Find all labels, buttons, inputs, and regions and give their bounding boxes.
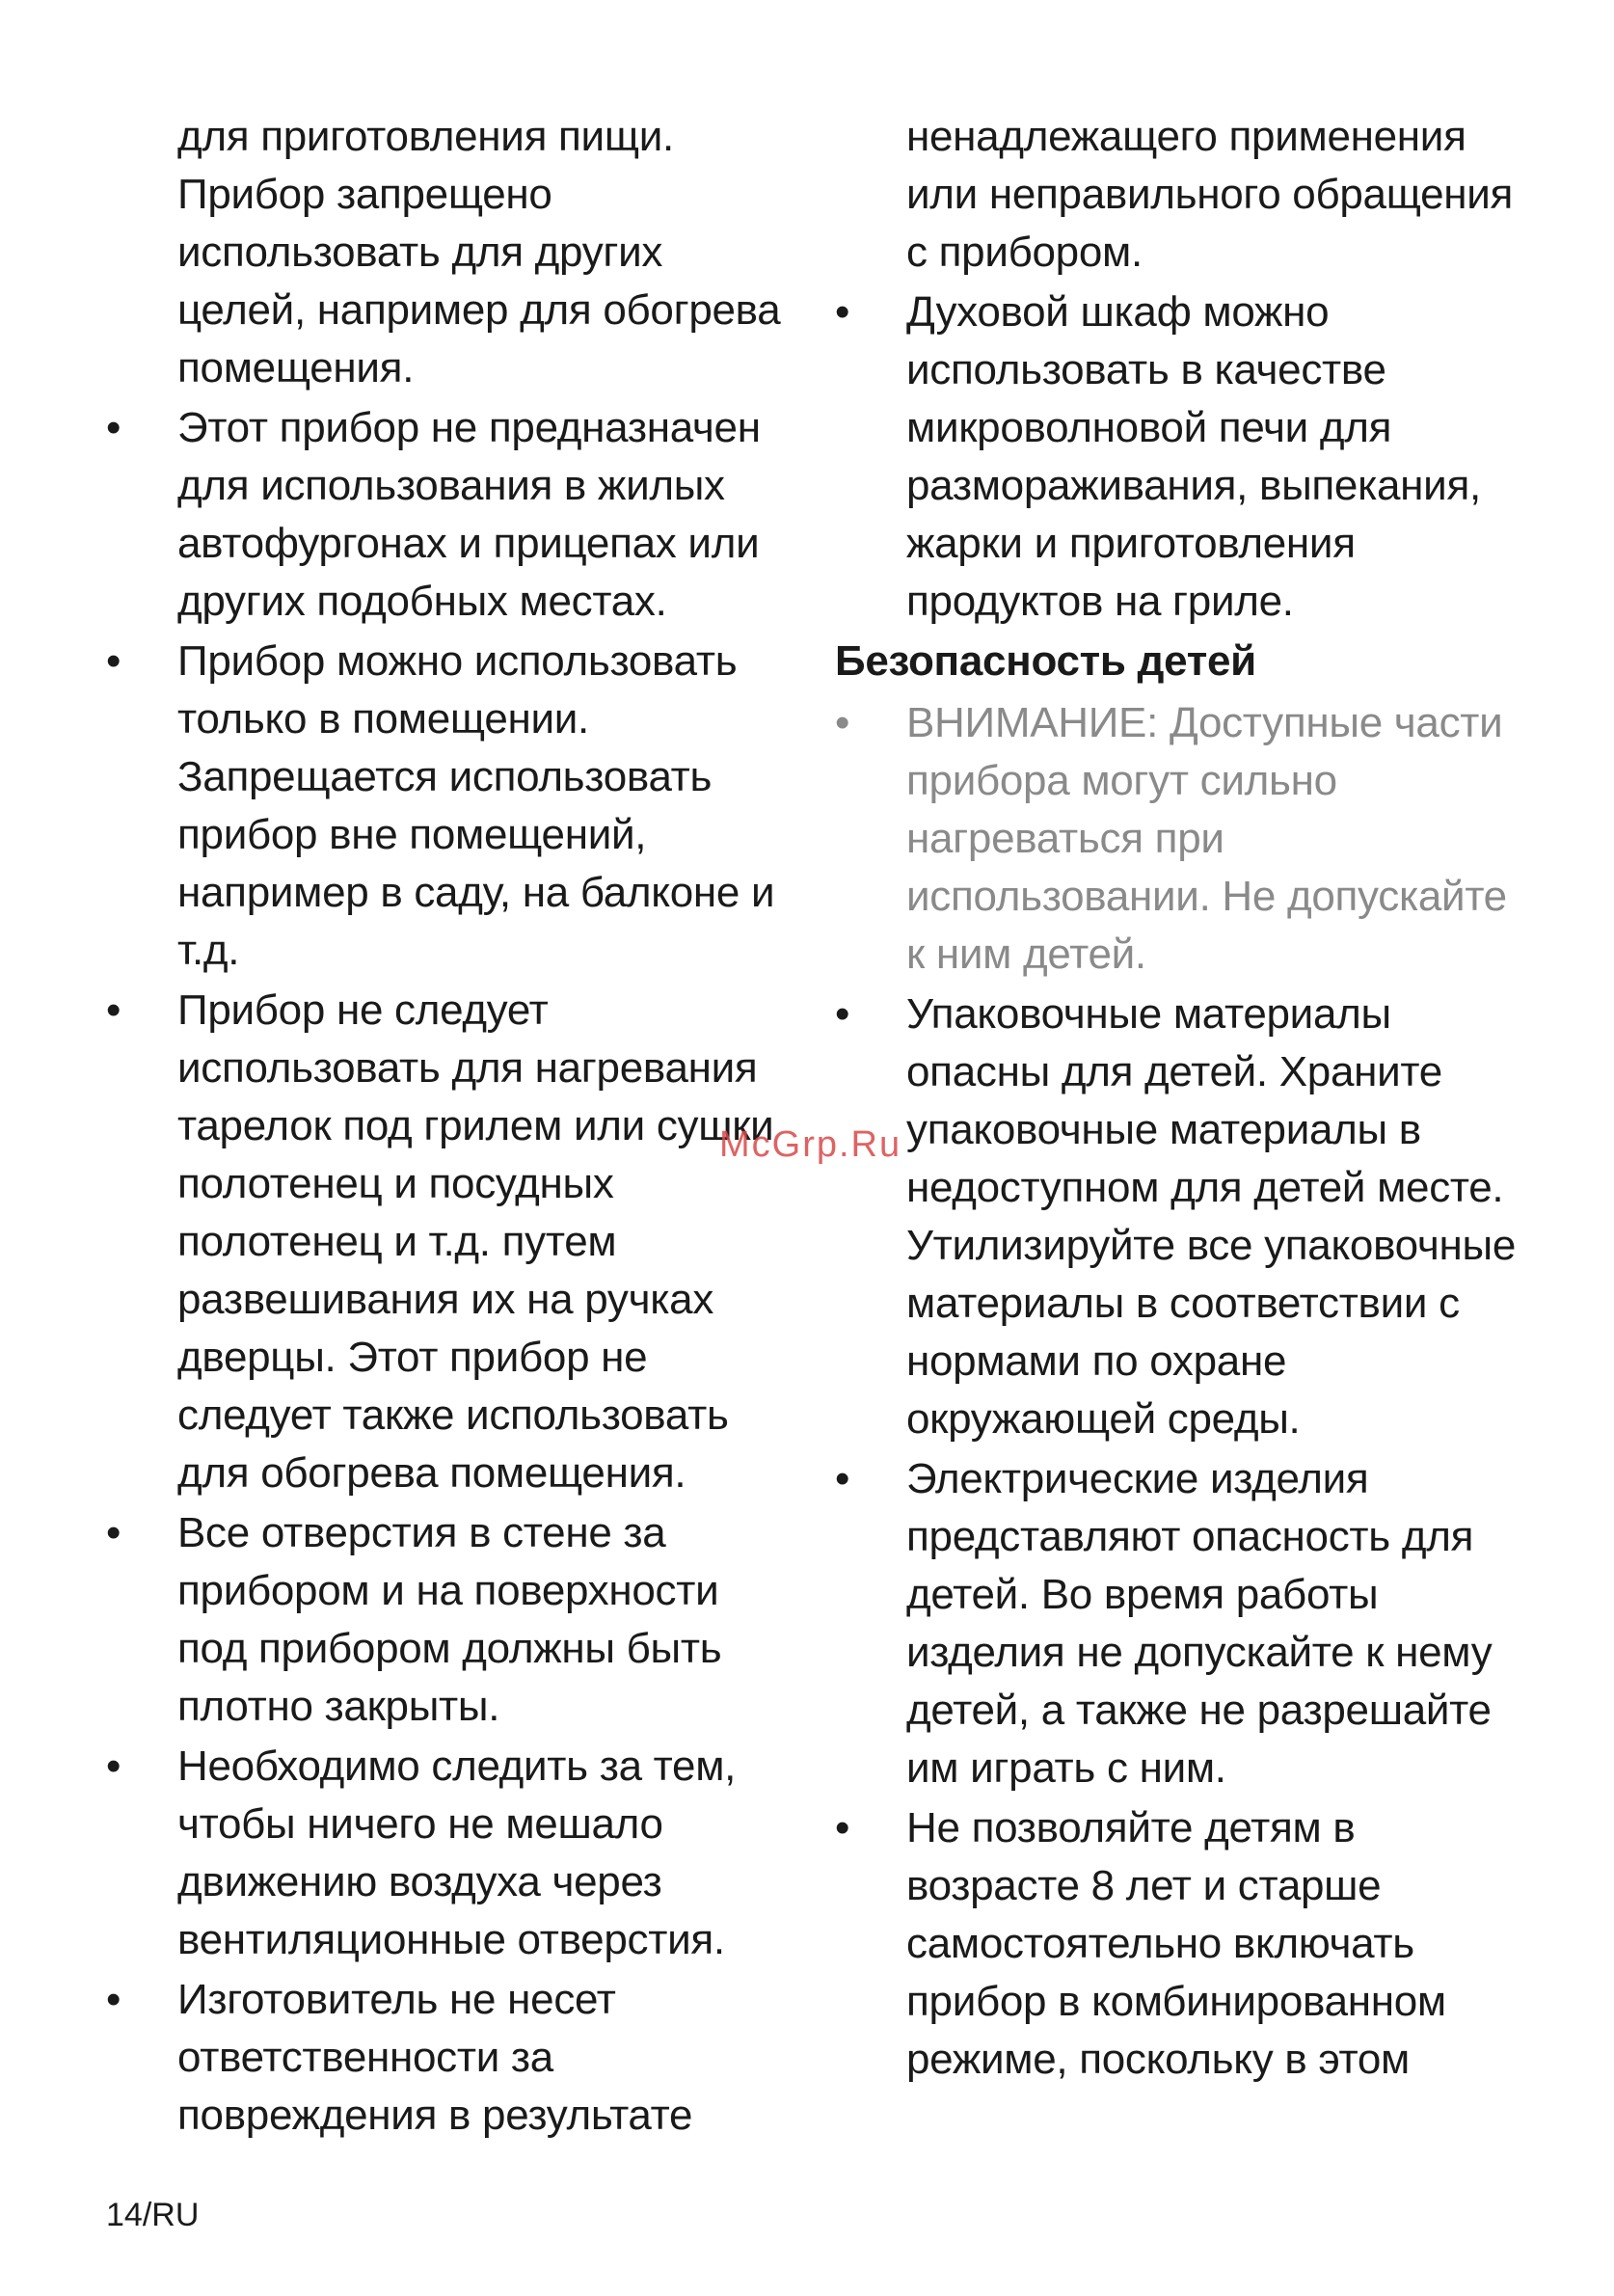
continuation-paragraph: ненадлежащего применения или неправильного обращения с прибором.	[906, 113, 1514, 276]
page-number: 14/RU	[106, 2197, 200, 2233]
section-heading-child-safety: Безопасность детей	[835, 637, 1256, 685]
bullet-item: • Изготовитель не несет ответственности за повреждения в результате	[106, 1971, 781, 2145]
left-column	[106, 108, 781, 2147]
bullet-item: • Необходимо следить за тем, чтобы ничего не мешало движению воздуха через вентиляционные отверстия.	[106, 1738, 781, 1969]
bullet-item: • Упаковочные материалы опасны для детей. Храните упаковочные материалы в недоступном для детей месте. Утилизируйте все упаковочные материалы в соответствии с нормами по охране окружающей среды.	[835, 986, 1529, 1448]
watermark-text: McGrp.Ru	[719, 1124, 902, 1165]
continuation-paragraph: для приготовления пищи. Прибор запрещено использовать для других целей, например для обогрева помещения.	[177, 113, 781, 392]
bullet-item: • Прибор можно использовать только в помещении. Запрещается использовать прибор вне помещений, например в саду, на балконе и т.д.	[106, 633, 781, 980]
bullet-item: • Прибор не следует использовать для нагревания тарелок под грилем или сушки полотенец и посудных полотенец и т.д. путем развешивания их на ручках дверцы. Этот прибор не следует также использовать для обогрева помещения.	[106, 982, 781, 1502]
right-column	[835, 108, 1529, 2091]
bullet-item: • Духовой шкаф можно использовать в качестве микроволновой печи для размораживания, выпекания, жарки и приготовления продуктов на гриле.	[835, 284, 1529, 631]
bullet-item: • Этот прибор не предназначен для использования в жилых автофургонах и прицепах или других подобных местах.	[106, 399, 781, 631]
warning-bullet: • ВНИМАНИЕ: Доступные части прибора могут сильно нагреваться при использовании. Не допускайте к ним детей.	[835, 694, 1529, 984]
bullet-item: • Электрические изделия представляют опасность для детей. Во время работы изделия не допускайте к нему детей, а также не разрешайте им играть с ним.	[835, 1450, 1529, 1797]
bullet-item: • Все отверстия в стене за прибором и на поверхности под прибором должны быть плотно закрыты.	[106, 1504, 781, 1736]
bullet-item: • Не позволяйте детям в возрасте 8 лет и старше самостоятельно включать прибор в комбинированном режиме, поскольку в этом	[835, 1799, 1529, 2089]
